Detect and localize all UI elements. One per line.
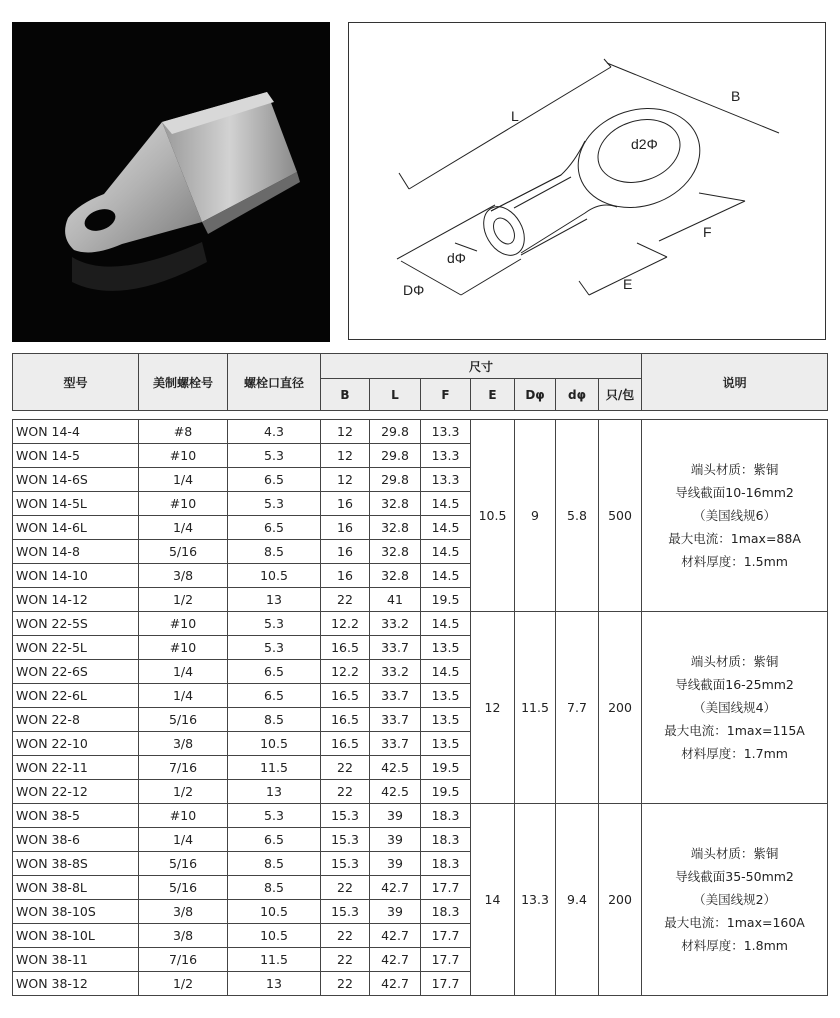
header-bolt: 美制螺栓号 (139, 354, 228, 411)
cell-f: 13.5 (421, 636, 471, 660)
cell-bolt: 1/2 (139, 972, 228, 996)
product-photo (12, 22, 330, 342)
cell-bolt: 3/8 (139, 900, 228, 924)
cell-bolt: 1/4 (139, 684, 228, 708)
cell-f: 13.3 (421, 420, 471, 444)
header-pack: 只/包 (599, 379, 642, 411)
cell-l: 32.8 (370, 492, 421, 516)
cell-model: WON 38-11 (13, 948, 139, 972)
cell-bolt: 1/2 (139, 780, 228, 804)
description-line: 端头材质：紫铜 (690, 462, 779, 477)
cell-bolt: 7/16 (139, 948, 228, 972)
cell-f: 18.3 (421, 804, 471, 828)
cell-l: 29.8 (370, 468, 421, 492)
cell-bolt: 1/4 (139, 828, 228, 852)
description-line: 端头材质：紫铜 (690, 846, 779, 861)
dimension-diagram (348, 22, 826, 340)
cell-hole: 10.5 (228, 732, 321, 756)
header-desc: 说明 (642, 354, 828, 411)
cell-b: 15.3 (321, 852, 370, 876)
cell-b: 22 (321, 780, 370, 804)
cell-f: 17.7 (421, 924, 471, 948)
description-line: 最大电流：1max=88A (668, 531, 801, 546)
terminal-dimension-drawing (349, 23, 825, 339)
cell-bolt: 3/8 (139, 924, 228, 948)
cell-bolt: #10 (139, 612, 228, 636)
cell-bolt: #10 (139, 492, 228, 516)
description-line: 最大电流：1max=160A (664, 915, 805, 930)
cell-f: 13.5 (421, 732, 471, 756)
cell-group-e: 10.5 (471, 420, 515, 612)
header-size: 尺寸 (321, 354, 642, 379)
cell-f: 19.5 (421, 588, 471, 612)
cell-l: 33.2 (370, 660, 421, 684)
cell-l: 42.7 (370, 948, 421, 972)
cell-hole: 6.5 (228, 516, 321, 540)
cell-l: 33.7 (370, 708, 421, 732)
cell-l: 29.8 (370, 420, 421, 444)
cell-f: 19.5 (421, 780, 471, 804)
description-line: （美国线规4） (693, 700, 777, 715)
cell-l: 39 (370, 804, 421, 828)
cell-b: 12 (321, 444, 370, 468)
cell-bolt: #10 (139, 636, 228, 660)
cell-model: WON 22-8 (13, 708, 139, 732)
cell-model: WON 14-8 (13, 540, 139, 564)
cell-model: WON 38-8L (13, 876, 139, 900)
group-description (642, 420, 828, 612)
cell-l: 33.7 (370, 732, 421, 756)
cell-model: WON 38-8S (13, 852, 139, 876)
cell-b: 15.3 (321, 804, 370, 828)
cell-b: 16.5 (321, 708, 370, 732)
cell-model: WON 14-5 (13, 444, 139, 468)
cell-hole: 11.5 (228, 756, 321, 780)
cell-l: 32.8 (370, 540, 421, 564)
cell-l: 42.5 (370, 780, 421, 804)
cell-f: 13.3 (421, 444, 471, 468)
cell-hole: 6.5 (228, 828, 321, 852)
cell-group-d: 9 (515, 420, 556, 612)
cell-model: WON 38-10S (13, 900, 139, 924)
cell-group-pack: 200 (599, 804, 642, 996)
cell-bolt: #10 (139, 804, 228, 828)
cell-hole: 10.5 (228, 900, 321, 924)
cell-l: 42.5 (370, 756, 421, 780)
cell-hole: 5.3 (228, 636, 321, 660)
group-description (642, 612, 828, 804)
cell-group-d: 5.8 (556, 420, 599, 612)
cell-group-e: 12 (471, 612, 515, 804)
cell-group-d: 11.5 (515, 612, 556, 804)
description-line: 材料厚度：1.8mm (681, 938, 788, 953)
cell-group-d: 13.3 (515, 804, 556, 996)
cell-b: 22 (321, 876, 370, 900)
cell-b: 22 (321, 948, 370, 972)
cell-b: 16.5 (321, 684, 370, 708)
cell-bolt: 1/4 (139, 516, 228, 540)
cell-b: 22 (321, 756, 370, 780)
cell-b: 12.2 (321, 612, 370, 636)
cell-hole: 13 (228, 780, 321, 804)
table-row (13, 612, 828, 636)
cell-b: 22 (321, 972, 370, 996)
cell-hole: 10.5 (228, 564, 321, 588)
cell-hole: 6.5 (228, 684, 321, 708)
cell-model: WON 38-10L (13, 924, 139, 948)
cell-bolt: 5/16 (139, 540, 228, 564)
cell-b: 16 (321, 492, 370, 516)
cell-f: 18.3 (421, 852, 471, 876)
header-d: dφ (556, 379, 599, 411)
cell-b: 12 (321, 420, 370, 444)
table-row (13, 804, 828, 828)
cell-f: 17.7 (421, 972, 471, 996)
cell-f: 14.5 (421, 540, 471, 564)
cell-f: 13.5 (421, 684, 471, 708)
cell-model: WON 22-5S (13, 612, 139, 636)
header-L: L (370, 379, 421, 411)
cell-l: 42.7 (370, 972, 421, 996)
cell-bolt: #10 (139, 444, 228, 468)
cell-l: 39 (370, 900, 421, 924)
cell-b: 15.3 (321, 900, 370, 924)
dim-label-F: F (703, 224, 712, 240)
cell-b: 12 (321, 468, 370, 492)
cell-group-d: 9.4 (556, 804, 599, 996)
cell-f: 14.5 (421, 612, 471, 636)
cell-bolt: #8 (139, 420, 228, 444)
cell-l: 39 (370, 852, 421, 876)
cell-model: WON 14-12 (13, 588, 139, 612)
cell-bolt: 3/8 (139, 732, 228, 756)
cell-hole: 6.5 (228, 468, 321, 492)
cell-l: 33.7 (370, 684, 421, 708)
table-row (13, 420, 828, 444)
description-line: （美国线规2） (693, 892, 777, 907)
cell-l: 33.7 (370, 636, 421, 660)
cell-b: 16.5 (321, 732, 370, 756)
cell-hole: 5.3 (228, 804, 321, 828)
cell-hole: 11.5 (228, 948, 321, 972)
cell-hole: 5.3 (228, 444, 321, 468)
cell-b: 16 (321, 540, 370, 564)
cell-f: 14.5 (421, 564, 471, 588)
cell-model: WON 38-6 (13, 828, 139, 852)
header-B: B (321, 379, 370, 411)
description-line: 端头材质：紫铜 (690, 654, 779, 669)
spec-table (12, 353, 828, 996)
cell-l: 33.2 (370, 612, 421, 636)
description-line: 材料厚度：1.7mm (681, 746, 788, 761)
cell-hole: 8.5 (228, 852, 321, 876)
dim-label-Dphi: DΦ (403, 282, 425, 298)
header-hole: 螺栓口直径 (228, 354, 321, 411)
cell-hole: 8.5 (228, 540, 321, 564)
cell-f: 18.3 (421, 900, 471, 924)
cell-bolt: 7/16 (139, 756, 228, 780)
description-line: 材料厚度：1.5mm (681, 554, 788, 569)
cell-model: WON 22-12 (13, 780, 139, 804)
description-line: 导线截面35-50mm2 (675, 869, 794, 884)
cell-group-pack: 200 (599, 612, 642, 804)
description-line: 导线截面16-25mm2 (675, 677, 794, 692)
cell-hole: 4.3 (228, 420, 321, 444)
cell-model: WON 14-6S (13, 468, 139, 492)
cell-f: 18.3 (421, 828, 471, 852)
spec-table-body (13, 420, 828, 996)
cell-bolt: 3/8 (139, 564, 228, 588)
cell-group-pack: 500 (599, 420, 642, 612)
cell-bolt: 5/16 (139, 876, 228, 900)
cell-b: 16.5 (321, 636, 370, 660)
cell-model: WON 14-10 (13, 564, 139, 588)
group-description (642, 804, 828, 996)
cell-model: WON 14-6L (13, 516, 139, 540)
cell-bolt: 1/2 (139, 588, 228, 612)
cell-l: 29.8 (370, 444, 421, 468)
cell-f: 14.5 (421, 492, 471, 516)
description-line: （美国线规6） (693, 508, 777, 523)
header-gap (13, 411, 828, 420)
header-F: F (421, 379, 471, 411)
cell-l: 39 (370, 828, 421, 852)
dim-label-E: E (623, 276, 633, 292)
cell-l: 41 (370, 588, 421, 612)
cell-model: WON 22-5L (13, 636, 139, 660)
cell-f: 13.5 (421, 708, 471, 732)
cell-group-d: 7.7 (556, 612, 599, 804)
cell-model: WON 38-5 (13, 804, 139, 828)
cell-l: 32.8 (370, 516, 421, 540)
cell-hole: 8.5 (228, 876, 321, 900)
cell-bolt: 5/16 (139, 852, 228, 876)
cell-model: WON 14-5L (13, 492, 139, 516)
cell-model: WON 22-10 (13, 732, 139, 756)
cell-l: 42.7 (370, 924, 421, 948)
header-E: E (471, 379, 515, 411)
description-line: 最大电流：1max=115A (664, 723, 805, 738)
header-D: Dφ (515, 379, 556, 411)
cell-b: 16 (321, 564, 370, 588)
cell-l: 42.7 (370, 876, 421, 900)
header-model: 型号 (13, 354, 139, 411)
cell-l: 32.8 (370, 564, 421, 588)
cell-hole: 5.3 (228, 612, 321, 636)
cell-bolt: 1/4 (139, 468, 228, 492)
cell-model: WON 38-12 (13, 972, 139, 996)
cell-b: 22 (321, 924, 370, 948)
cell-hole: 10.5 (228, 924, 321, 948)
cell-b: 16 (321, 516, 370, 540)
cell-bolt: 5/16 (139, 708, 228, 732)
ring-terminal-photo (12, 22, 330, 342)
cell-group-e: 14 (471, 804, 515, 996)
cell-model: WON 14-4 (13, 420, 139, 444)
dim-label-dphi: dΦ (447, 250, 466, 266)
cell-b: 15.3 (321, 828, 370, 852)
cell-f: 19.5 (421, 756, 471, 780)
cell-hole: 6.5 (228, 660, 321, 684)
dim-label-B: B (731, 88, 741, 104)
cell-model: WON 22-6L (13, 684, 139, 708)
cell-f: 13.3 (421, 468, 471, 492)
cell-hole: 5.3 (228, 492, 321, 516)
cell-model: WON 22-11 (13, 756, 139, 780)
dim-label-L: L (511, 108, 519, 124)
description-line: 导线截面10-16mm2 (675, 485, 794, 500)
dim-label-d2: d2Φ (631, 136, 658, 152)
cell-hole: 8.5 (228, 708, 321, 732)
cell-model: WON 22-6S (13, 660, 139, 684)
cell-f: 17.7 (421, 948, 471, 972)
cell-f: 17.7 (421, 876, 471, 900)
cell-bolt: 1/4 (139, 660, 228, 684)
cell-b: 22 (321, 588, 370, 612)
cell-f: 14.5 (421, 516, 471, 540)
cell-hole: 13 (228, 588, 321, 612)
cell-hole: 13 (228, 972, 321, 996)
cell-f: 14.5 (421, 660, 471, 684)
cell-b: 12.2 (321, 660, 370, 684)
